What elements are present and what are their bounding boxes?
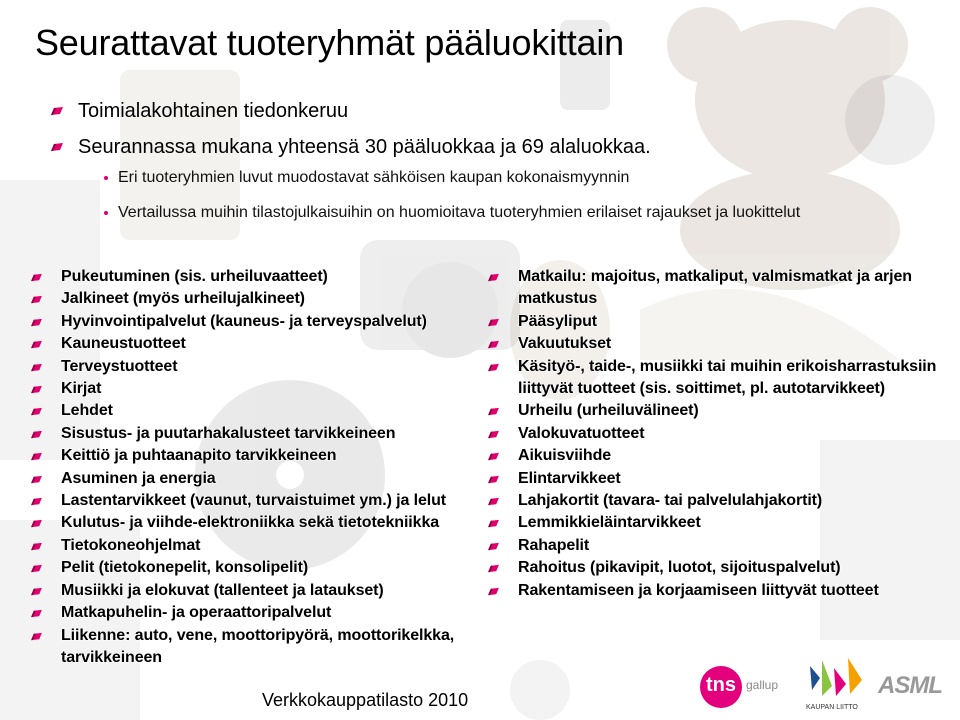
bullet-icon [487, 519, 500, 528]
category-item [30, 378, 495, 400]
tns-logo-text: tns [706, 674, 736, 696]
category-item [30, 490, 495, 512]
bullet-icon [487, 407, 500, 416]
category-item [487, 580, 937, 602]
category-label: Kauneustuotteet [61, 335, 186, 353]
category-label: Rahapelit [518, 536, 590, 554]
bullet-item [50, 132, 651, 168]
bullet-icon [30, 340, 43, 349]
right-category-list [487, 266, 937, 602]
category-item [487, 311, 937, 333]
category-item [30, 580, 495, 602]
bullet-icon [30, 564, 43, 573]
bullet-icon [30, 385, 43, 394]
footer-text: Verkkokauppatilasto 2010 [262, 690, 469, 710]
asml-logo [878, 666, 958, 706]
bullet-icon [487, 452, 500, 461]
bullet-icon [487, 363, 500, 372]
bullet-icon [30, 497, 43, 506]
category-item [30, 311, 495, 333]
category-label: Keittiö ja puhtaanapito tarvikkeineen [61, 447, 337, 465]
category-label: Tietokoneohjelmat [61, 536, 201, 554]
category-label: Lastentarvikkeet (vaunut, turvaistuimet ym.) ja lelut [61, 492, 447, 510]
bullet-icon [50, 106, 64, 116]
bullet-icon [487, 273, 500, 282]
asml-logo-text: ASML [878, 672, 942, 699]
category-item [30, 333, 495, 355]
bullet-icon [487, 564, 500, 573]
sub-bullet-list [104, 166, 800, 236]
sub-bullet-item [104, 201, 800, 236]
category-label: Aikuisviihde [518, 447, 612, 465]
bullet-icon [487, 430, 500, 439]
bullet-icon [30, 318, 43, 327]
page-title: Seurattavat tuoteryhmät pääluokittain [35, 22, 624, 63]
left-category-list [30, 266, 495, 669]
category-label: Matkapuhelin- ja operaattoripalvelut [61, 604, 332, 622]
bullet-icon [487, 542, 500, 551]
bullet-icon [30, 587, 43, 596]
bullet-icon [30, 609, 43, 618]
category-label: Vakuutukset [518, 335, 612, 353]
bullet-icon [487, 497, 500, 506]
bullet-icon [30, 475, 43, 484]
category-item [30, 602, 495, 624]
bullet-text: Seurannassa mukana yhteensä 30 pääluokkaa ja 69 alaluokkaa. [78, 136, 651, 158]
category-item [487, 266, 937, 311]
bullet-item [50, 96, 651, 132]
bullet-icon [30, 407, 43, 416]
category-item [30, 445, 495, 467]
category-label: Pukeutuminen (sis. urheiluvaatteet) [61, 268, 328, 285]
bullet-icon [30, 295, 43, 304]
main-bullet-list [50, 96, 651, 168]
category-item [487, 333, 937, 355]
category-label: Pelit (tietokonepelit, konsolipelit) [61, 559, 309, 577]
category-label: Lahjakortit (tavara- tai palvelulahjakortit) [518, 492, 823, 510]
kaupan-liitto-mark-icon [808, 656, 864, 700]
category-item [30, 468, 495, 490]
category-item [30, 400, 495, 422]
gallup-logo-text: gallup [746, 678, 779, 692]
satellite-dish-image [845, 75, 935, 165]
category-label: Käsityö-, taide-, musiikki tai muihin erikoisharrastuksiin liittyvät tuotteet (sis. soittimet, pl. autotarvikkeet) [518, 357, 937, 398]
category-label: Pääsyliput [518, 312, 598, 330]
category-item [487, 468, 937, 490]
category-label: Urheilu (urheiluvälineet) [518, 402, 699, 420]
category-item [487, 512, 937, 534]
category-label: Elintarvikkeet [518, 469, 621, 487]
bullet-text: Toimialakohtainen tiedonkeruu [78, 100, 349, 122]
bullet-icon [30, 632, 43, 641]
dot-bullet-icon [104, 211, 108, 215]
bullet-icon [50, 142, 64, 152]
kaupan-liitto-logo [800, 656, 870, 716]
category-item [487, 535, 937, 557]
dot-bullet-icon [104, 176, 108, 180]
category-label: Terveystuotteet [61, 357, 178, 375]
category-label: Musiikki ja elokuvat (tallenteet ja lataukset) [61, 581, 384, 599]
category-item [30, 557, 495, 579]
category-item [487, 423, 937, 445]
category-label: Liikenne: auto, vene, moottoripyörä, moottorikelkka, tarvikkeineen [61, 626, 455, 666]
category-label: Rahoitus (pikavipit, luotot, sijoituspalvelut) [518, 559, 841, 577]
category-item [30, 423, 495, 445]
bullet-icon [30, 519, 43, 528]
bullet-icon [487, 587, 500, 596]
category-label: Valokuvatuotteet [518, 424, 645, 442]
category-label: Hyvinvointipalvelut (kauneus- ja terveyspalvelut) [61, 312, 427, 330]
category-item [30, 288, 495, 310]
category-item [30, 535, 495, 557]
category-label: Kulutus- ja viihde-elektroniikka sekä tietotekniikka [61, 514, 440, 532]
bullet-icon [30, 430, 43, 439]
kaupan-liitto-text: KAUPAN LIITTO [806, 704, 858, 711]
tns-gallup-logo [700, 662, 792, 710]
category-item [30, 512, 495, 534]
sub-bullet-item [104, 166, 800, 201]
category-item [487, 490, 937, 512]
category-label: Matkailu: majoitus, matkaliput, valmismatkat ja arjen matkustus [518, 268, 912, 308]
bullet-icon [30, 452, 43, 461]
bullet-icon [30, 542, 43, 551]
bullet-icon [487, 340, 500, 349]
category-label: Lemmikkieläintarvikkeet [518, 514, 701, 532]
bullet-icon [30, 273, 43, 282]
category-label: Jalkineet (myös urheilujalkineet) [61, 290, 305, 308]
category-item [30, 266, 495, 288]
category-item [487, 400, 937, 422]
category-label: Sisustus- ja puutarhakalusteet tarvikkeineen [61, 424, 396, 442]
category-item [487, 445, 937, 467]
category-item [487, 356, 937, 401]
category-label: Lehdet [61, 402, 113, 420]
category-label: Rakentamiseen ja korjaamiseen liittyvät tuotteet [518, 581, 879, 599]
sub-bullet-text: Eri tuoteryhmien luvut muodostavat sähköisen kaupan kokonaismyynnin [118, 169, 630, 186]
category-item [30, 625, 495, 670]
sub-bullet-text: Vertailussa muihin tilastojulkaisuihin on huomioitava tuoteryhmien erilaiset rajaukset ja luokittelut [118, 204, 801, 221]
bullet-icon [487, 475, 500, 484]
category-label: Asuminen ja energia [61, 469, 216, 487]
category-item [487, 557, 937, 579]
category-item [30, 356, 495, 378]
category-label: Kirjat [61, 380, 102, 398]
bullet-icon [30, 363, 43, 372]
bullet-icon [487, 318, 500, 327]
logo-strip [698, 652, 960, 720]
